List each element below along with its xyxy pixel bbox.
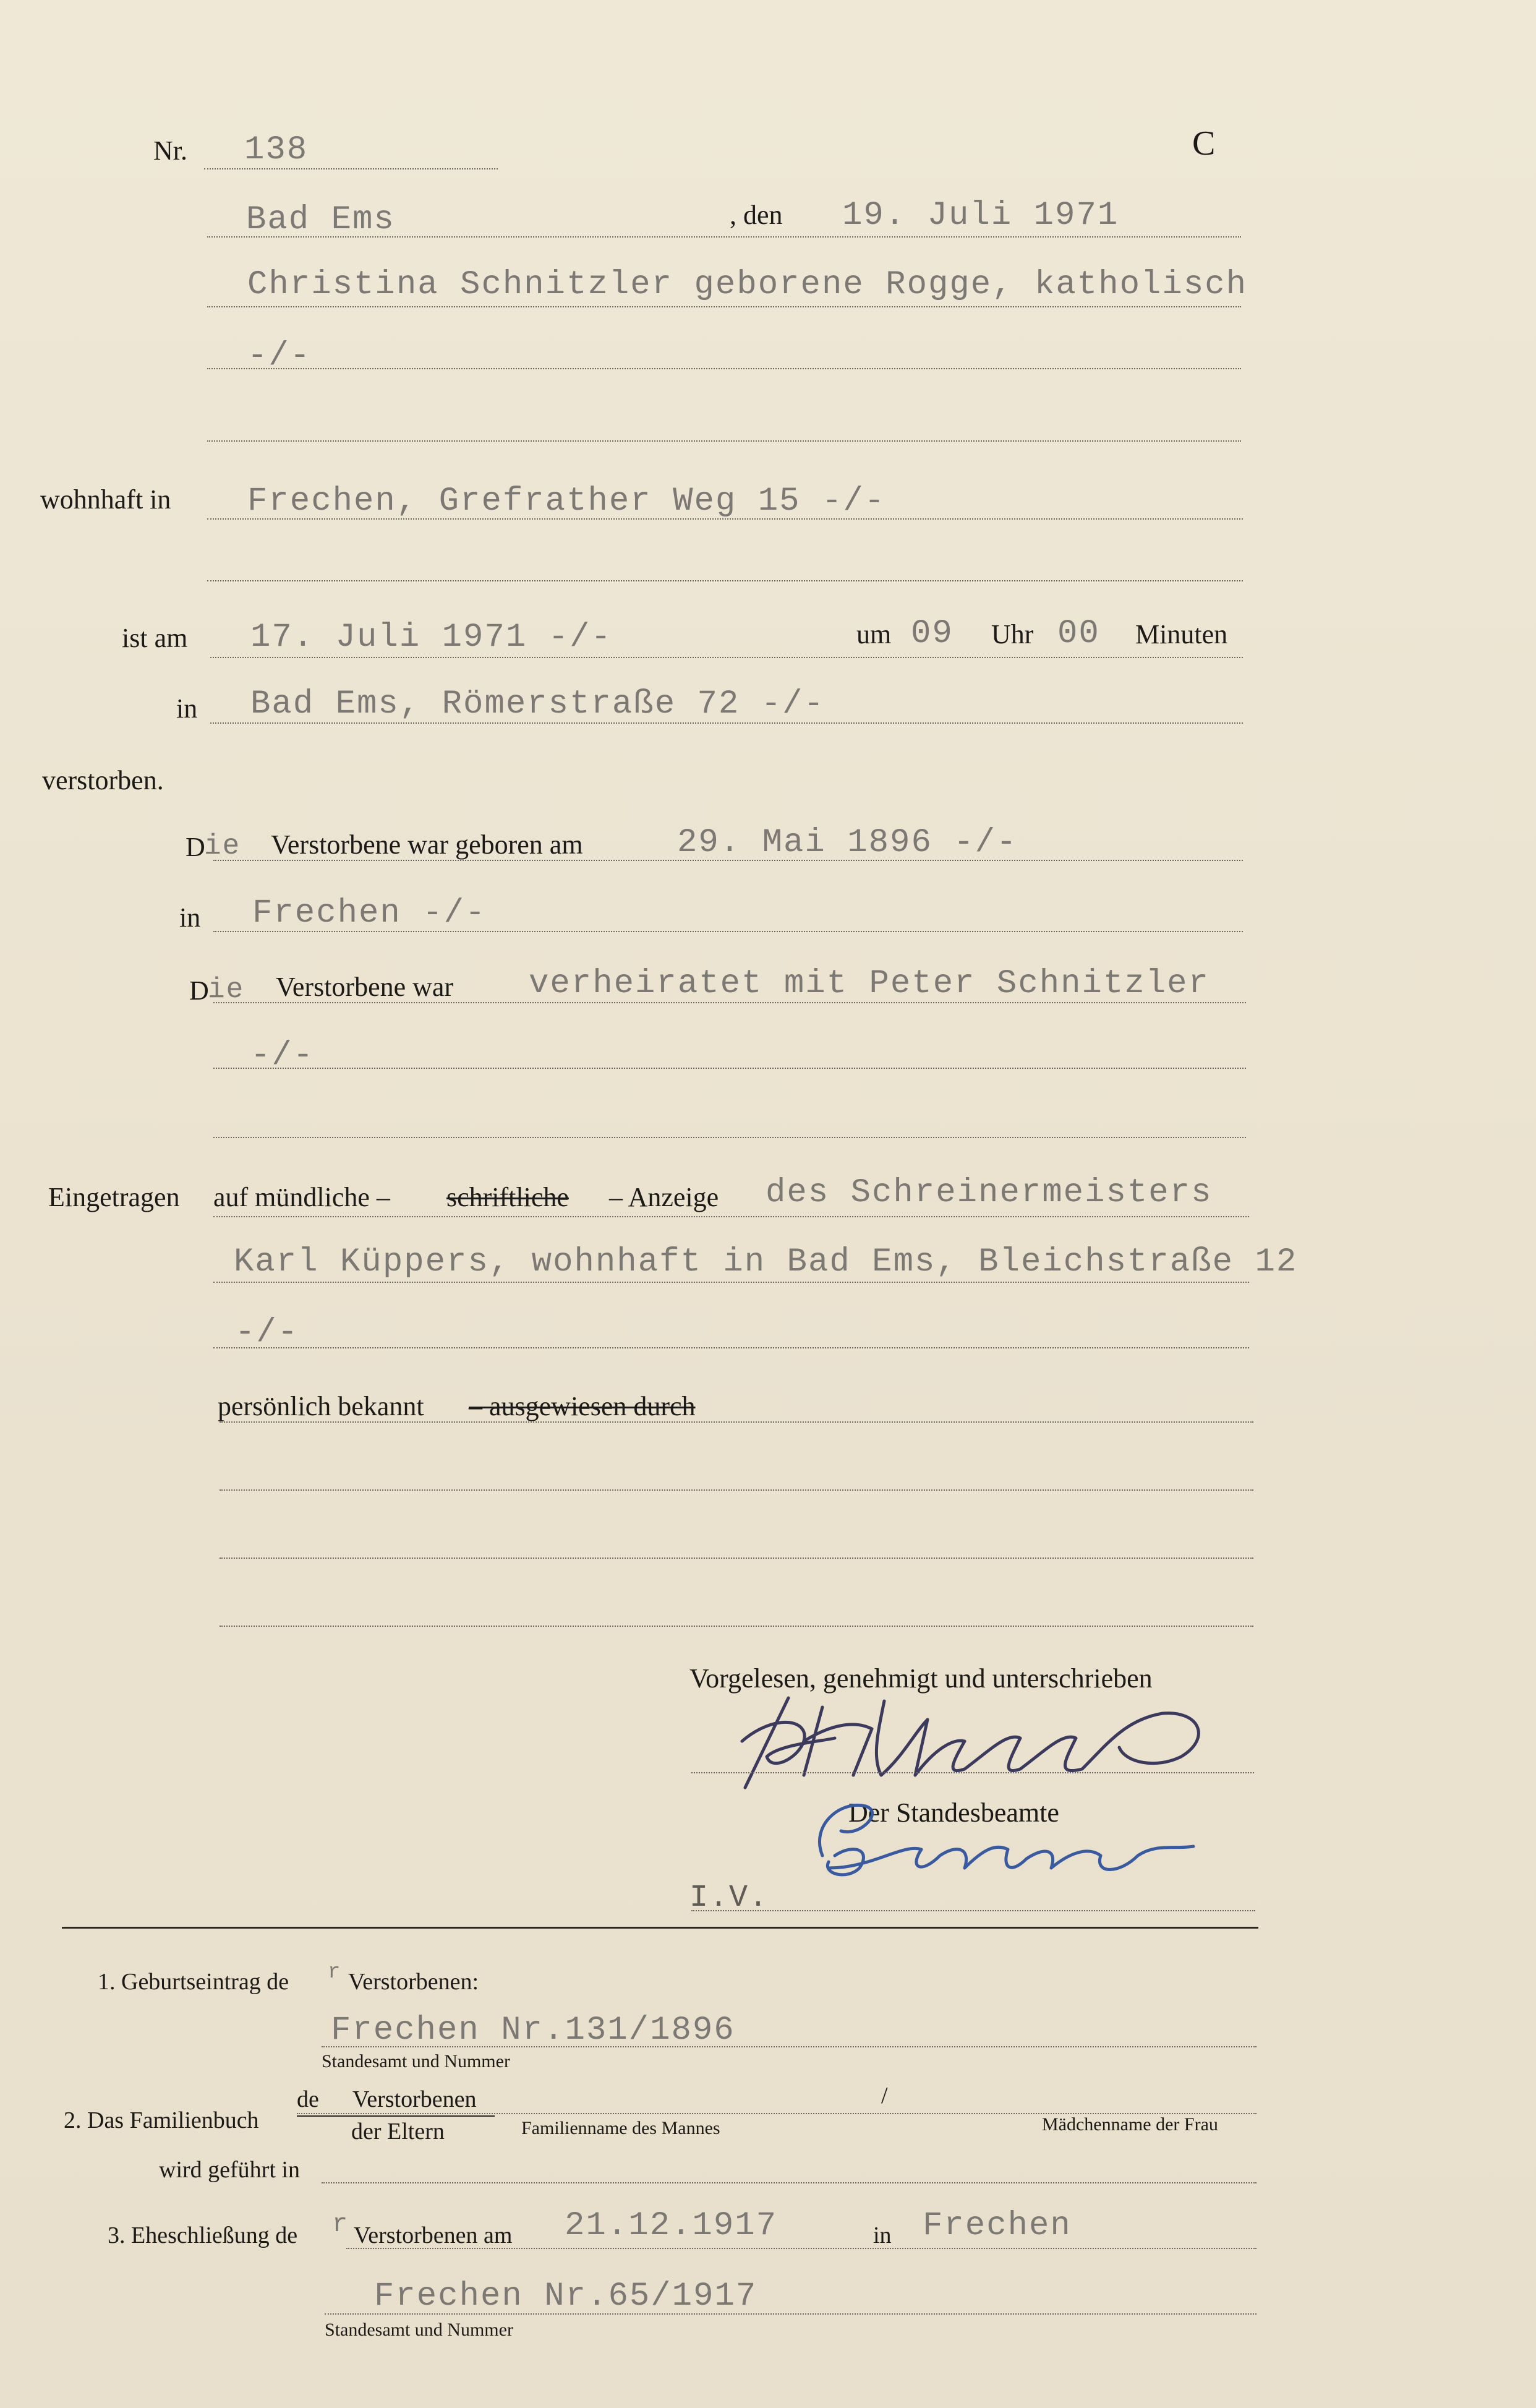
item1-after: Verstorbenen: <box>348 1969 479 1995</box>
death-in-label: in <box>176 693 198 724</box>
registration-line-2 <box>213 1282 1249 1283</box>
item3-after: Verstorbenen am <box>354 2222 513 2248</box>
death-date: 17. Juli 1971 -/- <box>250 619 612 656</box>
birth-place: Frechen -/- <box>252 894 487 932</box>
date-value: 19. Juli 1971 <box>842 197 1119 234</box>
marital-prefix: D <box>189 975 209 1006</box>
item2-verstorbenen: Verstorbenen <box>352 2086 477 2112</box>
item1-caption: Standesamt und Nummer <box>322 2051 510 2072</box>
bekannt-line-3 <box>220 1557 1253 1559</box>
den-label: , den <box>730 200 783 230</box>
death-date-line <box>210 657 1243 658</box>
official-signature-image <box>798 1788 1200 1893</box>
place-date-line <box>207 236 1241 238</box>
marital-line-3 <box>213 1137 1246 1138</box>
item2-label: 2. Das Familienbuch <box>64 2107 259 2133</box>
wohnhaft-label: wohnhaft in <box>40 484 171 515</box>
caption-mann: Familienname des Mannes <box>521 2118 720 2138</box>
item2-slash: / <box>881 2083 888 2109</box>
um-label: um <box>856 619 892 649</box>
item3-date: 21.12.1917 <box>565 2207 778 2245</box>
caption-frau: Mädchenname der Frau <box>1042 2114 1218 2135</box>
item3-label: 3. Eheschließung de <box>108 2222 298 2248</box>
marital-prefix-typed: ie <box>208 974 245 1006</box>
item1-typed: r <box>328 1961 342 1984</box>
registration-value1: des Schreinermeisters <box>766 1174 1213 1212</box>
uhr-label: Uhr <box>991 619 1034 649</box>
birth-date-line <box>213 860 1243 861</box>
item2-eltern: der Eltern <box>351 2119 445 2144</box>
item2-fraction-bar <box>297 2115 495 2117</box>
marital-label: Verstorbene war <box>276 972 454 1002</box>
birth-date: 29. Mai 1896 -/- <box>677 824 1018 862</box>
registration-value2: Karl Küppers, wohnhaft in Bad Ems, Bleichstraße 12 <box>234 1243 1298 1281</box>
item2-line-2 <box>322 2182 1257 2183</box>
item2-de: de <box>297 2086 319 2112</box>
person-line-3 <box>207 440 1241 442</box>
nr-label: Nr. <box>153 135 187 166</box>
item1-line <box>322 2046 1257 2047</box>
official-label: Der Standesbeamte <box>848 1797 1059 1828</box>
bekannt-line-4 <box>220 1626 1253 1627</box>
marital-line <box>213 1002 1246 1003</box>
nr-value: 138 <box>244 131 309 169</box>
person-line-2 <box>207 368 1241 369</box>
item3-typed: r <box>332 2209 349 2239</box>
minuten-label: Minuten <box>1135 619 1228 649</box>
residence-line <box>207 518 1243 520</box>
schriftliche-struck: schriftliche <box>446 1182 569 1212</box>
registration-value3: -/- <box>235 1314 299 1352</box>
person-line2: -/- <box>247 337 312 375</box>
birth-in-label: in <box>179 902 201 933</box>
death-place: Bad Ems, Römerstraße 72 -/- <box>250 685 825 723</box>
marital-line-2 <box>213 1068 1246 1069</box>
footer-divider <box>62 1927 1258 1929</box>
auf-muendliche-label: auf mündliche – <box>213 1182 390 1212</box>
item1-label: 1. Geburtseintrag de <box>98 1969 289 1995</box>
residence-line-2 <box>207 580 1243 581</box>
item3-line-2 <box>325 2313 1257 2315</box>
item3-value: Frechen Nr.65/1917 <box>374 2277 757 2315</box>
marital-value: verheiratet mit Peter Schnitzler <box>529 965 1210 1003</box>
death-minutes: 00 <box>1057 615 1100 653</box>
bekannt-label: persönlich bekannt <box>218 1391 424 1421</box>
death-place-line <box>210 722 1243 724</box>
registration-line-1 <box>213 1216 1249 1217</box>
bekannt-line-2 <box>220 1489 1253 1491</box>
eingetragen-label: Eingetragen <box>48 1182 180 1212</box>
ist-am-label: ist am <box>122 623 188 653</box>
birth-prefix-typed: ie <box>204 830 241 862</box>
residence-value: Frechen, Grefrather Weg 15 -/- <box>247 482 886 520</box>
place-value: Bad Ems <box>246 201 395 239</box>
item2-wird: wird geführt in <box>159 2157 300 2183</box>
item3-in: in <box>873 2222 892 2248</box>
anzeige-label: – Anzeige <box>609 1182 719 1212</box>
item3-line-1 <box>346 2248 1257 2249</box>
birth-place-line <box>213 931 1243 932</box>
registration-line-3 <box>213 1347 1249 1348</box>
marital-line2: -/- <box>250 1037 315 1074</box>
read-approved-text: Vorgelesen, genehmigt und unterschrieben <box>689 1663 1153 1694</box>
birth-prefix: D <box>186 832 205 862</box>
ausgewiesen-struck: – ausgewiesen durch <box>469 1391 696 1421</box>
birth-label: Verstorbene war geboren am <box>271 829 583 860</box>
person-name: Christina Schnitzler geborene Rogge, katholisch <box>247 266 1248 304</box>
informant-signature-line <box>691 1772 1254 1773</box>
iv-line <box>691 1910 1255 1911</box>
corner-letter: C <box>1192 124 1216 163</box>
verstorben-label: verstorben. <box>42 765 164 795</box>
nr-line <box>204 168 498 169</box>
person-line-1 <box>207 306 1241 307</box>
item1-value: Frechen Nr.131/1896 <box>331 2012 735 2049</box>
bekannt-line-1 <box>220 1421 1253 1423</box>
death-hour: 09 <box>911 615 954 653</box>
item3-caption: Standesamt und Nummer <box>325 2320 513 2340</box>
item3-place: Frechen <box>923 2207 1072 2245</box>
iv-label: I.V. <box>689 1880 769 1916</box>
